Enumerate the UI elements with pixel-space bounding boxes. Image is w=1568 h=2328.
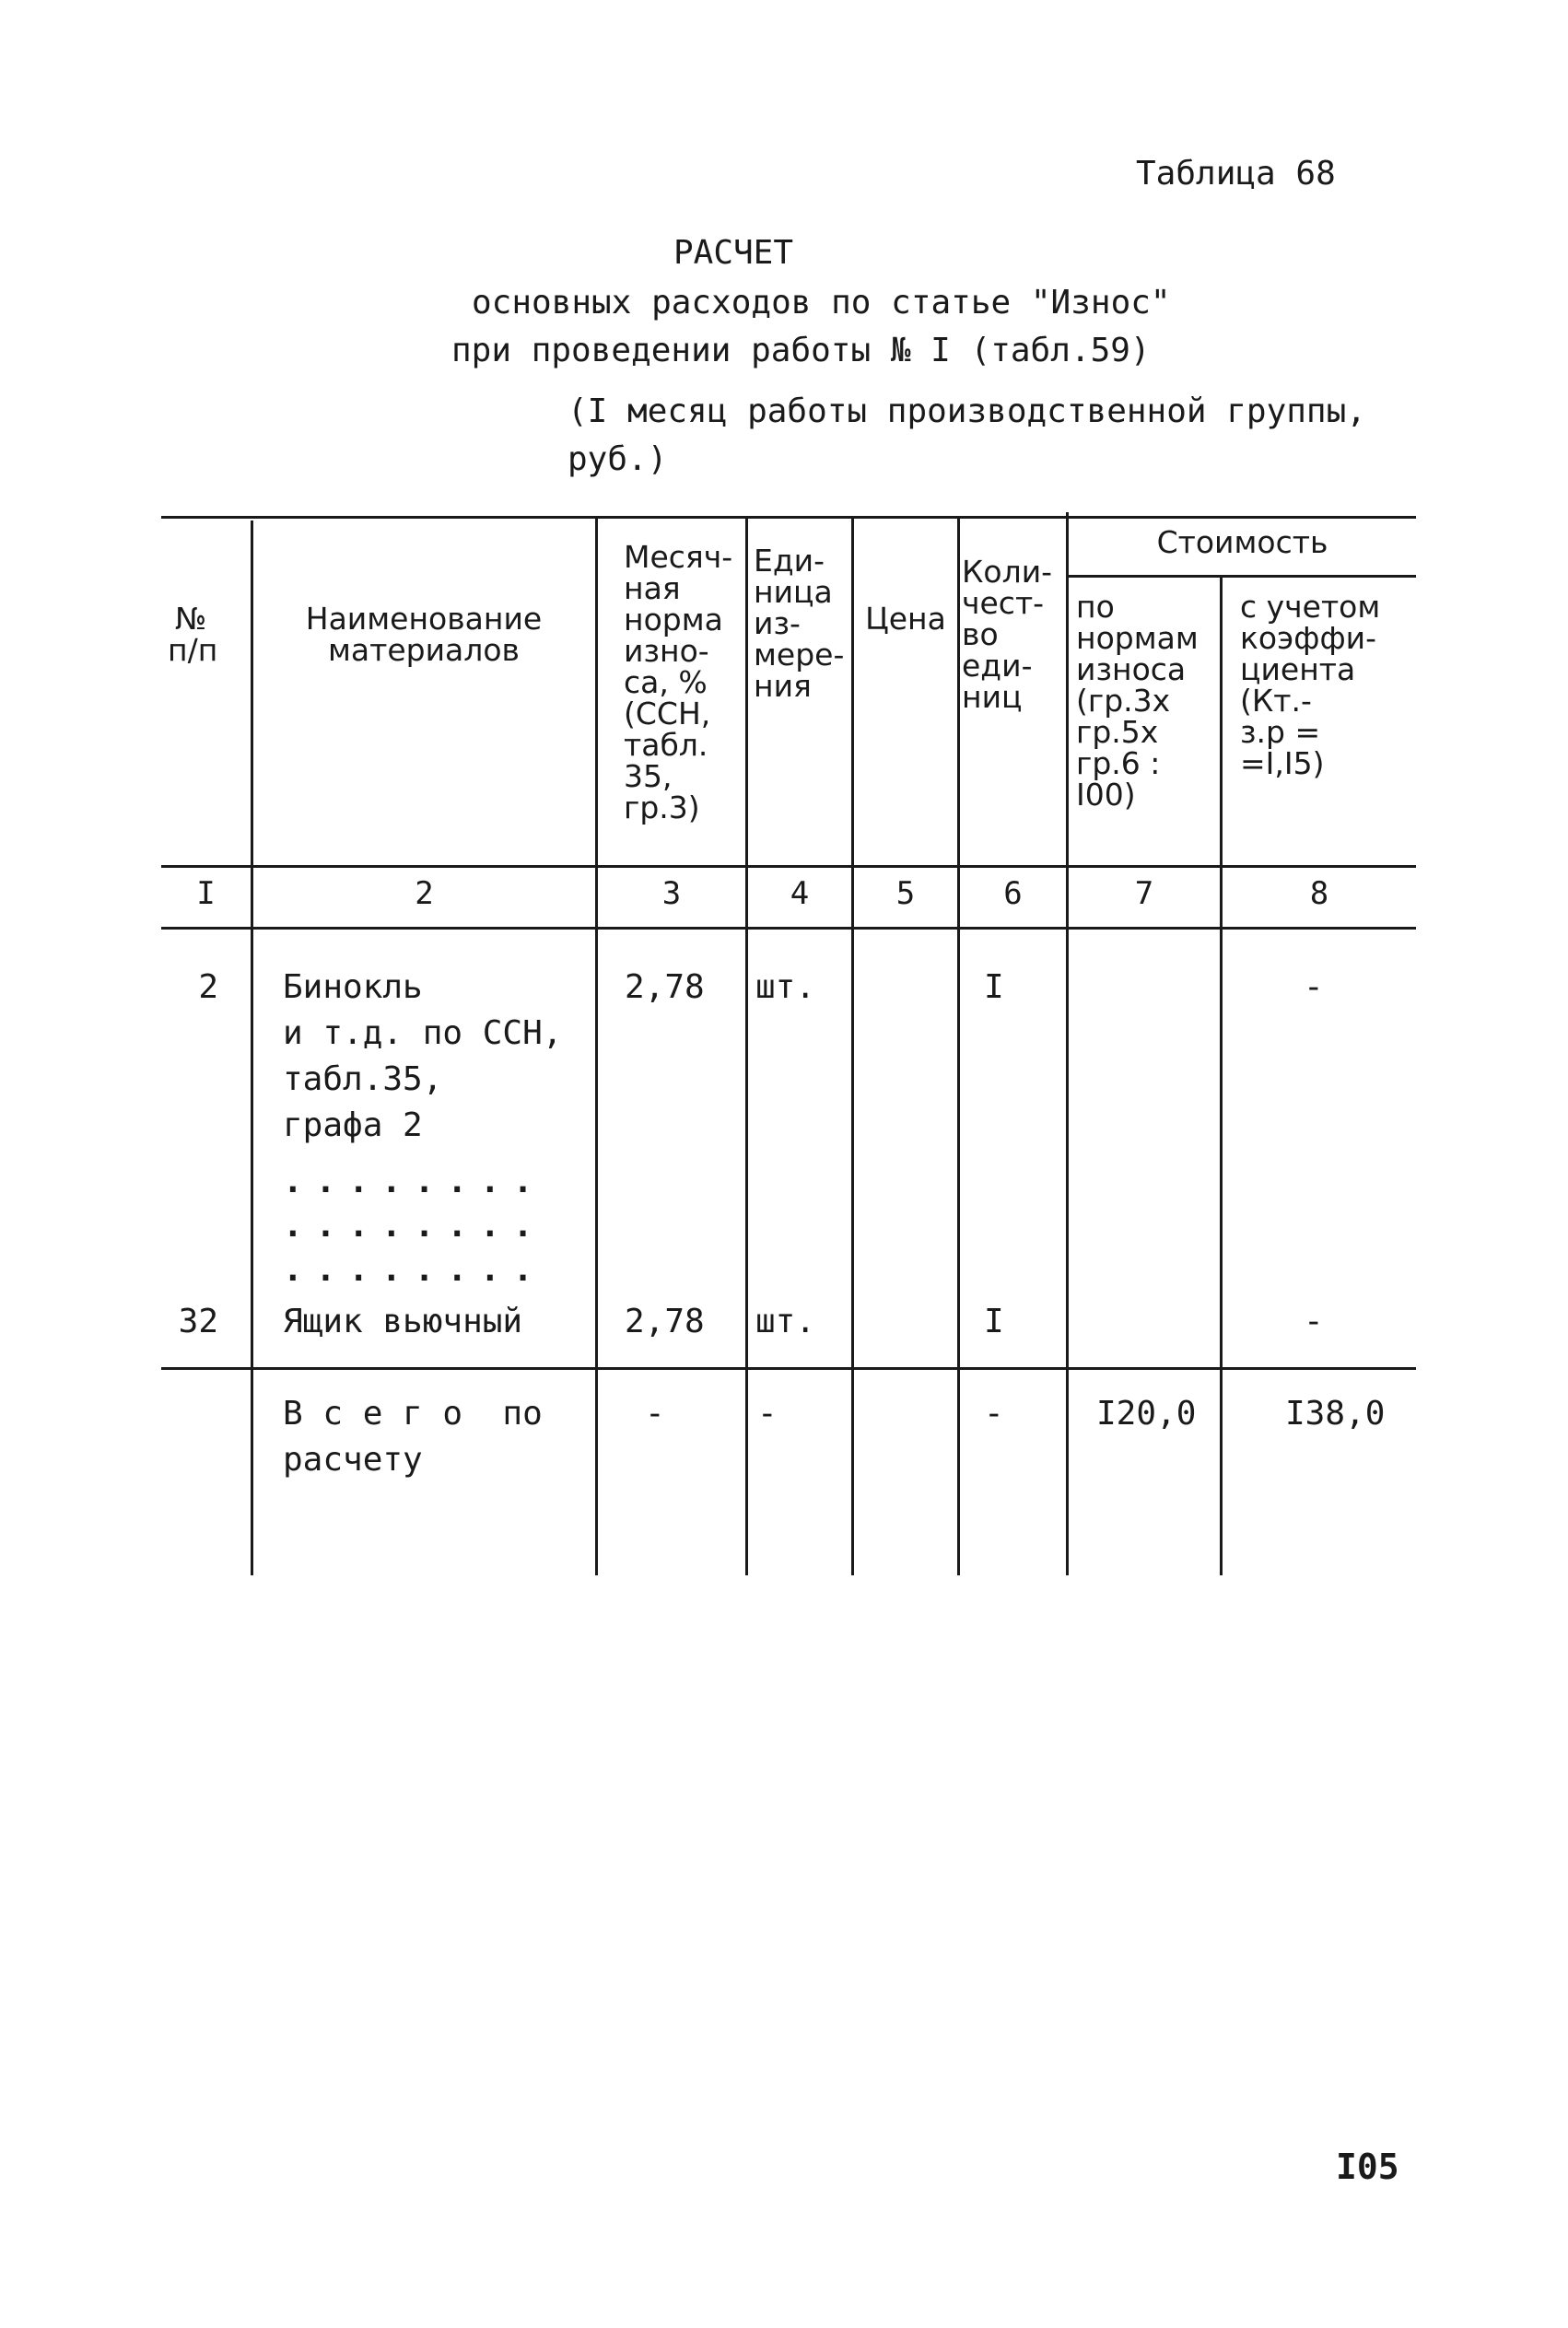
omitted-rows-dots: ........ (283, 1207, 546, 1245)
quantity: I (984, 968, 1004, 1006)
body-bottom-line (161, 1367, 1416, 1370)
col-divider-1 (251, 521, 253, 1575)
col-divider-7 (1220, 577, 1223, 1575)
column-number-8: 8 (1309, 875, 1329, 912)
column-number-1: I (196, 875, 216, 912)
document-subtitle-line-1: основных расходов по статье "Износ" (472, 284, 1171, 322)
omitted-rows-dots: ........ (283, 1251, 546, 1289)
omitted-rows-dots: ........ (283, 1163, 546, 1200)
document-title: РАСЧЕТ (673, 234, 794, 272)
col-divider-6 (1066, 512, 1069, 1575)
column-number-3: 3 (661, 875, 682, 912)
header-cost: Стоимость (1156, 524, 1328, 560)
row-number: 2 (198, 968, 218, 1006)
column-number-6: 6 (1003, 875, 1023, 912)
column-number-7: 7 (1134, 875, 1154, 912)
total-label: В с е г о по расчету (283, 1395, 543, 1479)
quantity: I (984, 1303, 1004, 1340)
units-note-line-1: (I месяц работы производственной группы, (568, 392, 1366, 430)
column-number-2: 2 (415, 875, 434, 912)
total-quantity: - (984, 1395, 1004, 1433)
header-unit: Еди- ница из- мере- ния (754, 543, 845, 704)
page-number: I05 (1336, 2147, 1399, 2187)
material-name: Ящик вьючный (283, 1303, 523, 1340)
col-divider-3 (745, 518, 748, 1575)
column-numbers-bottom-line (161, 927, 1416, 930)
document-subtitle-line-2: при проведении работы № I (табл.59) (451, 332, 1151, 369)
col-divider-5 (957, 518, 960, 1575)
wear-norm: 2,78 (625, 968, 705, 1006)
cost-with-coefficient: - (1304, 1303, 1324, 1340)
column-number-4: 4 (790, 875, 810, 912)
table-label: Таблица 68 (1136, 155, 1336, 193)
col-divider-4 (851, 518, 854, 1575)
units-note-line-2: руб.) (568, 440, 668, 478)
header-wear-norm: Месяч- ная норма изно- са, % (ССН, табл. 35, гр.3) (624, 539, 733, 825)
header-row-number: № п/п (168, 601, 218, 668)
total-wear-norm: - (645, 1395, 665, 1433)
col-divider-2 (595, 518, 598, 1575)
header-quantity: Коли- чест- во еди- ниц (962, 554, 1053, 715)
wear-norm: 2,78 (625, 1303, 705, 1340)
material-name: Бинокль и т.д. по ССН, табл.35, графа 2 (283, 968, 563, 1144)
header-cost-with-coefficient: с учетом коэффи- циента (Кт.- з.р = =I,I5) (1240, 589, 1381, 781)
column-number-5: 5 (895, 875, 916, 912)
total-cost-by-norm: I20,0 (1096, 1395, 1197, 1433)
total-cost-with-coefficient: I38,0 (1285, 1395, 1386, 1433)
header-price: Цена (865, 601, 946, 637)
header-material-name: Наименование материалов (305, 601, 543, 668)
header-cost-by-norm: по нормам износа (гр.3х гр.5х гр.6 : I00) (1076, 589, 1199, 813)
unit: шт. (755, 1303, 816, 1340)
header-bottom-line (161, 865, 1416, 868)
table-top-border (161, 516, 1416, 519)
cost-with-coefficient: - (1304, 968, 1324, 1006)
row-number: 32 (178, 1303, 218, 1340)
total-unit: - (757, 1395, 778, 1433)
cost-subheader-line (1069, 575, 1416, 578)
unit: шт. (755, 968, 816, 1006)
